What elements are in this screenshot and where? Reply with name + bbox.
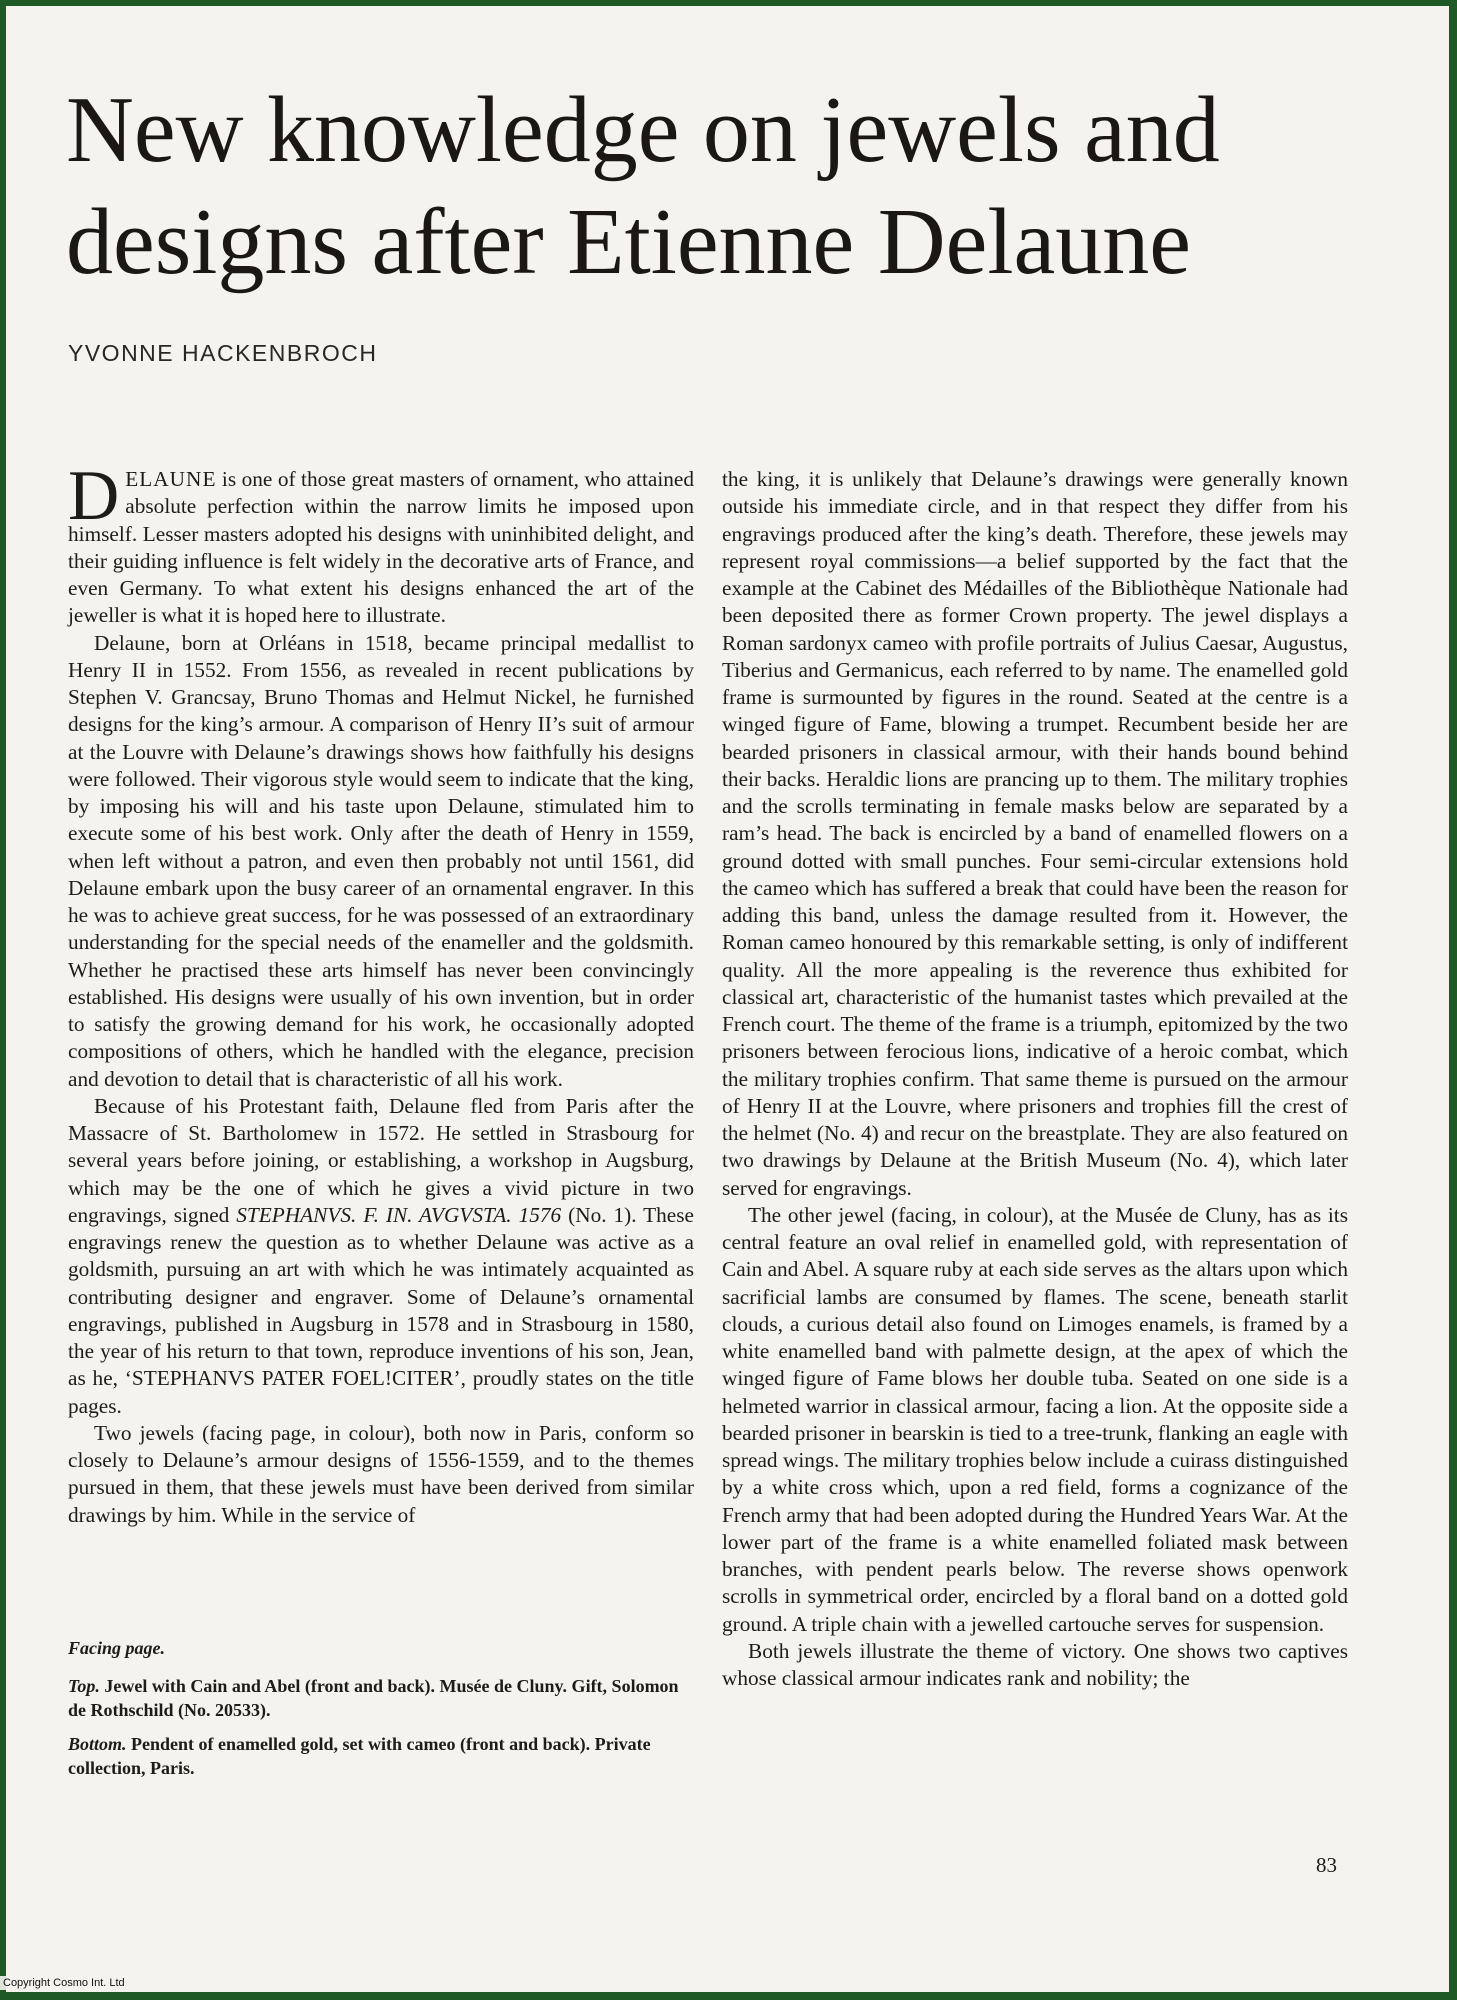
intro-text: is one of those great masters of ornament, who attained absolute perfection within the narrow limits he imposed upon himself. Lesser masters adopted his designs with uninhibited delight, and their guiding influence is felt widely in the decorative arts of France, and even Germany. To what extent his designs enhanced the art of the jeweller is what it is hoped here to illustrate.	[68, 467, 694, 628]
body-paragraph: Both jewels illustrate the theme of victory. One shows two captives whose classical armour indicates rank and nobility; the	[722, 1638, 1348, 1690]
copyright-watermark: Copyright Cosmo Int. Ltd	[0, 1976, 128, 1990]
right-column	[722, 466, 1348, 1692]
caption-bottom: Bottom. Pendent of enamelled gold, set with cameo (front and back). Private collection, Paris.	[68, 1734, 651, 1778]
left-column	[68, 457, 694, 1529]
body-paragraph: Two jewels (facing page, in colour), both now in Paris, conform so closely to Delaune’s armour designs of 1556-1559, and to the themes pursued in them, that these jewels must have been derived from similar drawings by him. While in the service of	[68, 1420, 694, 1527]
figure-captions	[68, 1636, 694, 1790]
intro-small-caps: ELAUNE	[125, 467, 217, 491]
body-paragraph: the king, it is unlikely that Delaune’s drawings were generally known outside his immediate circle, and in that respect they differ from his engravings produced after the king’s death. Therefore, these jewels may represent royal commissions—a belief supported by the fact that the example at the Cabinet des Médailles of the Bibliothèque Nationale had been deposited there as former Crown property. The jewel displays a Roman sardonyx cameo with profile portraits of Julius Caesar, Augustus, Tiberius and Germanicus, each referred to by name. The enamelled gold frame is surmounted by figures in the round. Seated at the centre is a winged figure of Fame, blowing a trumpet. Recumbent beside her are bearded prisoners in classical armour, with their hands bound behind their backs. Heraldic lions are prancing up to them. The military trophies and the scrolls terminating in female masks below are separated by a ram’s head. The back is encircled by a band of enamelled flowers on a ground dotted with small punches. Four semi-circular extensions hold the cameo which has suffered a break that could have been the reason for adding this band, unless the damage resulted from it. However, the Roman cameo honoured by this remarkable setting, is only of indifferent quality. All the more appealing is the reverence thus exhibited for classical art, characteristic of the humanist tastes which prevailed at the French court. The theme of the frame is a triumph, epitomized by the two prisoners between ferocious lions, indicative of a heroic combat, which the military trophies confirm. That same theme is pursued on the armour of Henry II at the Louvre, where prisoners and trophies fill the crest of the helmet (No. 4) and recur on the breastplate. They are also featured on two drawings by Delaune at the British Museum (No. 4), which later served for engravings.	[722, 467, 1348, 1200]
body-paragraph: Because of his Protestant faith, Delaune fled from Paris after the Massacre of St. Bartholomew in 1572. He settled in Strasbourg for several years before joining, or establishing, a workshop in Augsburg, which may be the one of which he gives a vivid picture in two engravings, signed STEPHANVS. F. IN. AVGVSTA. 1576 (No. 1). These engravings renew the question as to whether Delaune was active as a goldsmith, pursuing an art with which he was intimately acquainted as contributing designer and engraver. Some of Delaune’s ornamental engravings, published in Augsburg in 1578 and in Strasbourg in 1580, the year of his return to that town, reproduce inventions of his son, Jean, as he, ‘STEPHANVS PATER FOEL!CITER’, proudly states on the title pages.	[68, 1093, 694, 1418]
body-paragraph: Delaune, born at Orléans in 1518, became principal medallist to Henry II in 1552. From 1556, as revealed in recent publications by Stephen V. Grancsay, Bruno Thomas and Helmut Nickel, he furnished designs for the king’s armour. A comparison of Henry II’s suit of armour at the Louvre with Delaune’s drawings shows how faithfully his designs were followed. Their vigorous style would seem to indicate that the king, by imposing his will and his taste upon Delaune, stimulated him to execute some of his best work. Only after the death of Henry in 1559, when left without a patron, and even then probably not until 1561, did Delaune embark upon the busy career of an ornamental engraver. In this he was to achieve great success, for he was possessed of an extraordinary understanding for the special needs of the enameller and the goldsmith. Whether he practised these arts himself has never been convincingly established. His designs were usually of his own invention, but in order to satisfy the growing demand for his work, he occasionally adopted compositions of others, which he handled with the elegance, precision and devotion to detail that is characteristic of all his work.	[68, 630, 694, 1091]
body-paragraph: The other jewel (facing, in colour), at the Musée de Cluny, has as its central feature an oval relief in enamelled gold, with representation of Cain and Abel. A square ruby at each side serves as the altars upon which sacrificial lambs are consumed by flames. The scene, beneath starlit clouds, a curious detail also found on Limoges enamels, is framed by a white enamelled band with palmette design, at the apex of which the winged figure of Fame blows her double tuba. Seated on one side is a helmeted warrior in classical armour, facing a lion. At the opposite side a bearded prisoner in bearskin is tied to a tree-trunk, flanking an eagle with spread wings. The military trophies below include a cuirass distinguished by a white cross which, upon a red field, forms a cognizance of the French army that had been adopted during the Hundred Years War. At the lower part of the frame is a white enamelled foliated mask between branches, with pendent pearls below. The reverse shows openwork scrolls in symmetrical order, encircled by a floral band on a dotted gold ground. A triple chain with a jewelled cartouche serves for suspension.	[722, 1202, 1348, 1636]
engraving-signature: STEPHANVS. F. IN. AVGVSTA. 1576	[236, 1202, 562, 1227]
article-title	[66, 74, 1266, 298]
page-number: 83	[1316, 1853, 1337, 1877]
title-line-2: designs after Etienne Delaune	[66, 190, 1191, 294]
caption-heading: Facing page.	[68, 1638, 165, 1658]
author-byline: YVONNE HACKENBROCH	[68, 340, 378, 366]
title-line-1: New knowledge on jewels and	[66, 78, 1220, 182]
magazine-page	[6, 6, 1449, 1992]
caption-top: Top. Jewel with Cain and Abel (front and back). Musée de Cluny. Gift, Solomon de Rothschild (No. 20533).	[68, 1676, 679, 1720]
drop-cap: D	[68, 457, 120, 535]
intro-paragraph	[68, 457, 694, 630]
